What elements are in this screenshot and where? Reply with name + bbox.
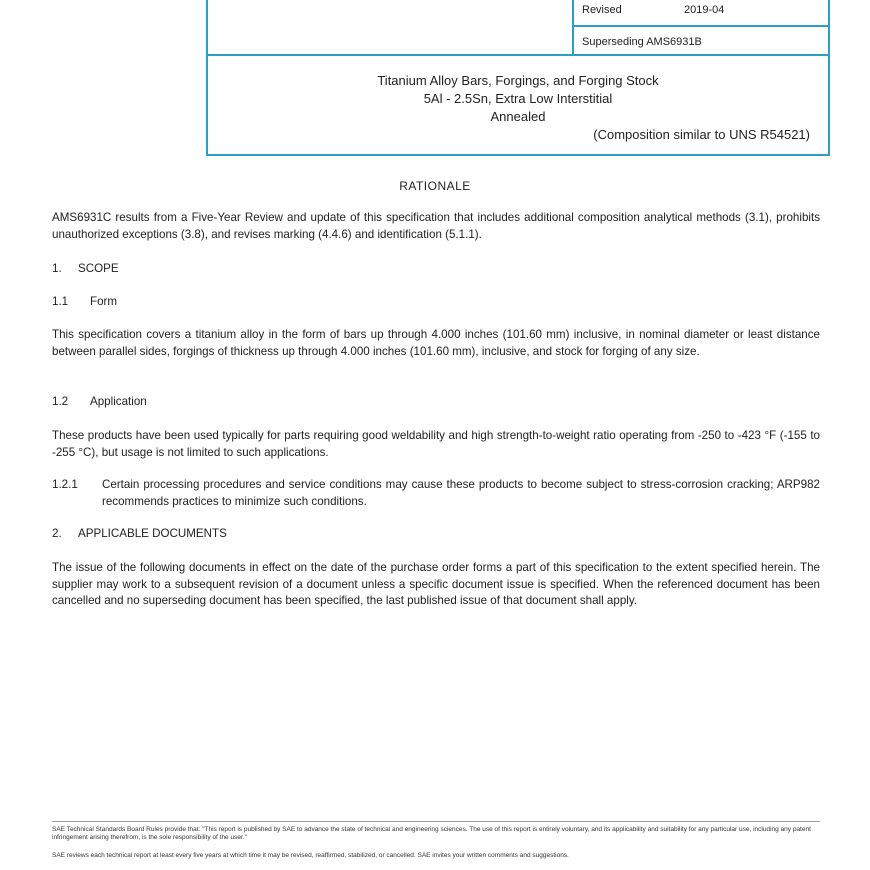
- footer-divider: [52, 821, 820, 822]
- superseding-text: Superseding AMS6931B: [582, 36, 702, 48]
- title-line-2: 5Al - 2.5Sn, Extra Low Interstitial: [423, 91, 613, 106]
- section-heading-documents: [52, 527, 227, 540]
- rationale-text: AMS6931C results from a Five-Year Review and update of this specification that includes additional composition analytical methods (3.1), prohibits unauthorized exceptions (3.8), and revises marking (4.4.6) and identification (5.1.1).: [52, 211, 820, 241]
- subsection-1-2-1: [52, 477, 820, 511]
- section-heading-form: [52, 295, 117, 308]
- section-heading-application: [52, 395, 147, 408]
- section-title: Form: [90, 295, 118, 308]
- header-top-section: [208, 0, 828, 56]
- revised-label: Revised: [582, 4, 622, 16]
- section-title: Application: [90, 395, 147, 408]
- subsection-text: Certain processing procedures and service conditions may cause these products to become subject to stress-corrosion cracking; ARP982 recommends practices to minimize such conditions.: [102, 478, 820, 508]
- footer-review-note: SAE reviews each technical report at least every five years at which time it may be revised, reaffirmed, stabilized, or cancelled. SAE invites your written comments and suggestions.: [52, 852, 569, 859]
- footer-disclaimer: SAE Technical Standards Board Rules provide that: "This report is published by SAE to advance the state of technical and engineering sciences. The use of this report is entirely voluntary, and its applicability and suitability for any particular use, including any patent infringement arising therefrom, is the sole responsibility of the user.": [52, 826, 811, 841]
- revised-date: 2019-04: [684, 4, 725, 16]
- form-paragraph: This specification covers a titanium alloy in the form of bars up through 4.000 inches (101.60 mm) inclusive, in nominal diameter or least distance between parallel sides, forgings of thickness up through 4.000 inches (101.60 mm), inclusive, and stock for forging of any size.: [52, 328, 820, 358]
- section-title: APPLICABLE DOCUMENTS: [78, 527, 227, 540]
- section-heading-scope: [52, 262, 119, 275]
- section-number: 1.: [52, 262, 62, 275]
- documents-paragraph: The issue of the following documents in effect on the date of the purchase order forms a part of this specification to the extent specified herein. The supplier may work to a subsequent revision of a document unless a specific document issue is specified. When the referenced document has been cancelled and no superseding document has been specified, the last published issue of that document shall apply.: [52, 561, 820, 607]
- section-number: 2.: [52, 527, 62, 540]
- section-title: SCOPE: [78, 262, 119, 275]
- header-meta-table: [572, 0, 828, 54]
- document-header-box: [206, 0, 830, 156]
- revised-row: [574, 0, 828, 27]
- application-paragraph: These products have been used typically for parts requiring good weldability and high strength-to-weight ratio operating from -250 to -423 °F (-155 to -255 °C), but usage is not limited to such applications.: [52, 429, 820, 459]
- title-line-4: (Composition similar to UNS R54521): [593, 127, 810, 142]
- title-line-3: Annealed: [490, 109, 546, 124]
- subsection-number: 1.2.1: [52, 478, 78, 491]
- superseding-row: [574, 27, 828, 54]
- title-line-1: Titanium Alloy Bars, Forgings, and Forging Stock: [377, 73, 659, 88]
- section-number: 1.2: [52, 395, 69, 408]
- section-number: 1.1: [52, 295, 69, 308]
- rationale-heading: RATIONALE: [399, 179, 471, 193]
- document-title-block: [208, 56, 828, 152]
